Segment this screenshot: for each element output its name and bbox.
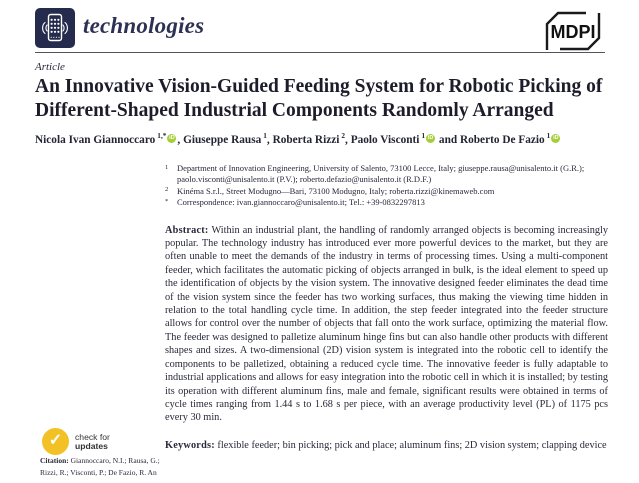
- orcid-icon[interactable]: iD: [427, 134, 434, 141]
- badge-label-line2: updates: [75, 440, 108, 451]
- badge-label-line1: check for: [75, 431, 110, 442]
- affiliation-marker: 2: [165, 186, 169, 194]
- author-superscript: 1: [263, 131, 267, 140]
- check-icon: ✓: [42, 428, 69, 455]
- author-name: Paolo Visconti: [350, 133, 420, 146]
- technologies-journal-logo-icon: [35, 8, 75, 48]
- author-separator: ,: [177, 133, 184, 146]
- author-name: Nicola Ivan Giannoccaro: [35, 133, 156, 146]
- author-name: Roberta Rizzi: [272, 133, 340, 146]
- article-type-label: Article: [35, 61, 65, 73]
- author-superscript: 1,*: [157, 131, 167, 140]
- author-superscript: 1: [421, 131, 426, 140]
- citation: [40, 455, 173, 479]
- affiliation-marker: *: [165, 197, 169, 205]
- affiliation-text: Kinéma S.r.l., Street Modugno—Bari, 73100 Modugno, Italy; roberta.rizzi@kinemaweb.com: [177, 185, 495, 196]
- header-rule: [35, 52, 605, 53]
- orcid-icon[interactable]: iD: [169, 134, 175, 141]
- author-separator: and: [436, 133, 460, 146]
- abstract: [165, 224, 608, 425]
- affiliation-text: Correspondence: ivan.giannoccaro@unisalento.it; Tel.: +39-0832297813: [177, 197, 425, 208]
- author-name: Giuseppe Rausa: [183, 133, 262, 146]
- affiliation-item: [165, 197, 608, 208]
- keywords: [165, 439, 608, 452]
- journal-header: [35, 8, 606, 52]
- affiliation-item: [165, 186, 608, 197]
- orcid-icon[interactable]: iD: [553, 134, 559, 141]
- author-separator: ,: [266, 133, 273, 146]
- author-name: Roberto De Fazio: [459, 133, 545, 146]
- keywords-text: flexible feeder; bin picking; pick and place; aluminum fins; 2D vision system; clapping device: [214, 439, 607, 451]
- citation-text: Giannoccaro, N.I.; Rausa, G.; Rizzi, R.; Visconti, P.; De Fazio, R. An: [40, 456, 160, 477]
- author-separator: ,: [345, 133, 351, 146]
- paper-title: An Innovative Vision-Guided Feeding System for Robotic Picking of Different-Shaped Industrial Components Randomly Arranged: [35, 76, 603, 121]
- mdpi-logo-text: MDPI: [550, 22, 596, 42]
- badge-label: [75, 433, 110, 451]
- affiliation-item: [165, 163, 608, 186]
- abstract-text: Within an industrial plant, the handling of randomly arranged objects is becoming increasingly popular. The technology industry has introduced ever more powerful devices to the market, but they are often unable to meet the demands of the industry in terms of processing times. Using a multi-component feeder, which facilitates the automatic picking of objects arranged in bulk, is the ideal element to speed up the identification of objects by the vision system. The innovative designed feeder eliminates the dead time of the vision system since the feeder has two working surfaces, thus making the viewing time hidden in relation to the total handling cycle time. In addition, the step feeder integrated into the feeder structure allows for control over the number of objects that fall onto the work surface, optimizing the material flow. The feeder was designed to palletize aluminum hinge fins but can also handle other products with different shapes and sizes. A two-dimensional (2D) vision system is integrated into the robotic cell to identify the components to be palletized, obtaining a reduced cycle time. The innovative feeder is fully adaptable to industrial applications and allows for easy integration into the robotic cell in which it is installed; by testing its operation with different aluminum fins, male and female, significant results were obtained in terms of cycle times ranging from 1.44 s to 1.68 s per piece, with an average productivity level (PL) of 1175 pcs every 30 min.: [165, 224, 608, 424]
- citation-label: Citation:: [40, 456, 69, 465]
- main-column: [165, 163, 608, 452]
- check-for-updates-badge[interactable]: [42, 428, 110, 455]
- author-superscript: 1: [546, 131, 551, 140]
- authors-line: [35, 131, 635, 146]
- affiliation-marker: 1: [165, 163, 169, 171]
- affiliations: [165, 163, 608, 209]
- keywords-label: Keywords:: [165, 439, 215, 451]
- abstract-label: Abstract:: [165, 224, 209, 236]
- journal-name: technologies: [83, 13, 205, 38]
- affiliation-text: Department of Innovation Engineering, University of Salento, 73100 Lecce, Italy; giuseppe.rausa@unisalento.it (G.R.); paolo.visconti@unisalento.it (P.V.); roberto.defazio@unisalento.it (R.D.F.): [177, 163, 585, 185]
- author-superscript: 2: [341, 131, 346, 140]
